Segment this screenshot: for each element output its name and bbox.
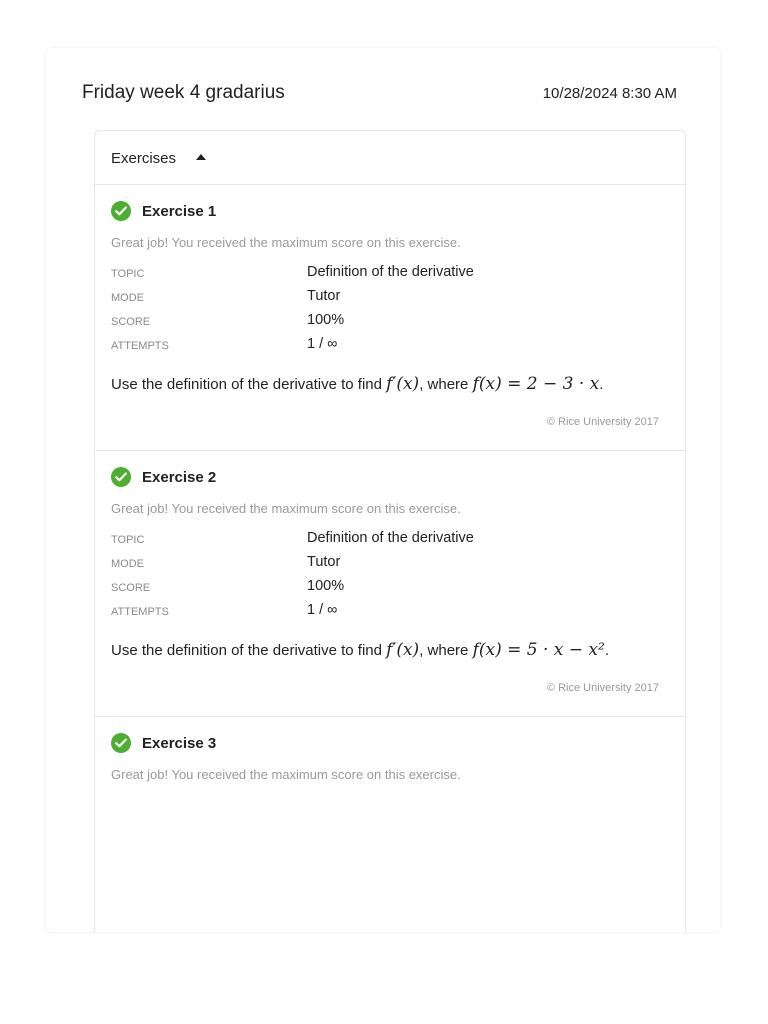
exercise-title: Exercise 2 xyxy=(142,468,217,486)
exercise-title: Exercise 3 xyxy=(142,734,217,752)
attempts-value: 1 / ∞ xyxy=(307,336,338,352)
topic-value: Definition of the derivative xyxy=(307,264,474,280)
function-expression: f(x) = 5 · x − x² xyxy=(472,640,605,660)
question-text: Use the definition of the derivative to find xyxy=(111,376,382,393)
exercise-question: Use the definition of the derivative to find f′(x), where f(x) = 2 − 3 · x. xyxy=(111,374,604,394)
question-text: Use the definition of the derivative to find xyxy=(111,642,382,659)
mode-label: MODE xyxy=(111,292,144,304)
exercises-label: Exercises xyxy=(111,150,177,167)
assignment-card xyxy=(46,48,720,932)
exercise-question: Use the definition of the derivative to find f′(x), where f(x) = 5 · x − x². xyxy=(111,640,609,660)
topic-row xyxy=(111,264,671,288)
mode-value: Tutor xyxy=(307,288,341,304)
exercise-title: Exercise 1 xyxy=(142,202,217,220)
exercise-message: Great job! You received the maximum score on this exercise. xyxy=(111,501,461,516)
copyright: © Rice University 2017 xyxy=(546,682,659,694)
exercise-item xyxy=(95,185,685,451)
score-value: 100% xyxy=(307,578,345,594)
topic-value: Definition of the derivative xyxy=(307,530,474,546)
derivative-expression: f′(x) xyxy=(386,640,420,660)
score-row xyxy=(111,312,671,336)
attempts-label: ATTEMPTS xyxy=(111,606,169,618)
exercises-panel xyxy=(94,130,686,933)
assignment-date: 10/28/2024 8:30 AM xyxy=(542,85,677,102)
score-label: SCORE xyxy=(111,582,151,594)
mode-value: Tutor xyxy=(307,554,341,570)
caret-up-icon xyxy=(196,154,206,160)
attempts-row xyxy=(111,336,671,360)
exercises-toggle[interactable] xyxy=(95,131,685,185)
mode-row xyxy=(111,554,671,578)
topic-row xyxy=(111,530,671,554)
attempts-row xyxy=(111,602,671,626)
function-expression: f(x) = 2 − 3 · x xyxy=(472,374,600,394)
topic-label: TOPIC xyxy=(111,268,145,280)
exercise-message: Great job! You received the maximum score on this exercise. xyxy=(111,235,461,250)
attempts-label: ATTEMPTS xyxy=(111,340,169,352)
question-where: , where xyxy=(419,642,469,659)
exercise-item xyxy=(95,717,685,927)
exercise-item xyxy=(95,451,685,717)
assignment-title: Friday week 4 gradarius xyxy=(82,82,285,103)
mode-label: MODE xyxy=(111,558,144,570)
score-label: SCORE xyxy=(111,316,151,328)
copyright: © Rice University 2017 xyxy=(546,416,659,428)
mode-row xyxy=(111,288,671,312)
topic-label: TOPIC xyxy=(111,534,145,546)
attempts-value: 1 / ∞ xyxy=(307,602,338,618)
check-circle-icon xyxy=(111,733,131,753)
check-circle-icon xyxy=(111,467,131,487)
derivative-expression: f′(x) xyxy=(386,374,420,394)
score-value: 100% xyxy=(307,312,345,328)
question-where: , where xyxy=(419,376,469,393)
score-row xyxy=(111,578,671,602)
check-circle-icon xyxy=(111,201,131,221)
exercise-message: Great job! You received the maximum score on this exercise. xyxy=(111,767,461,782)
